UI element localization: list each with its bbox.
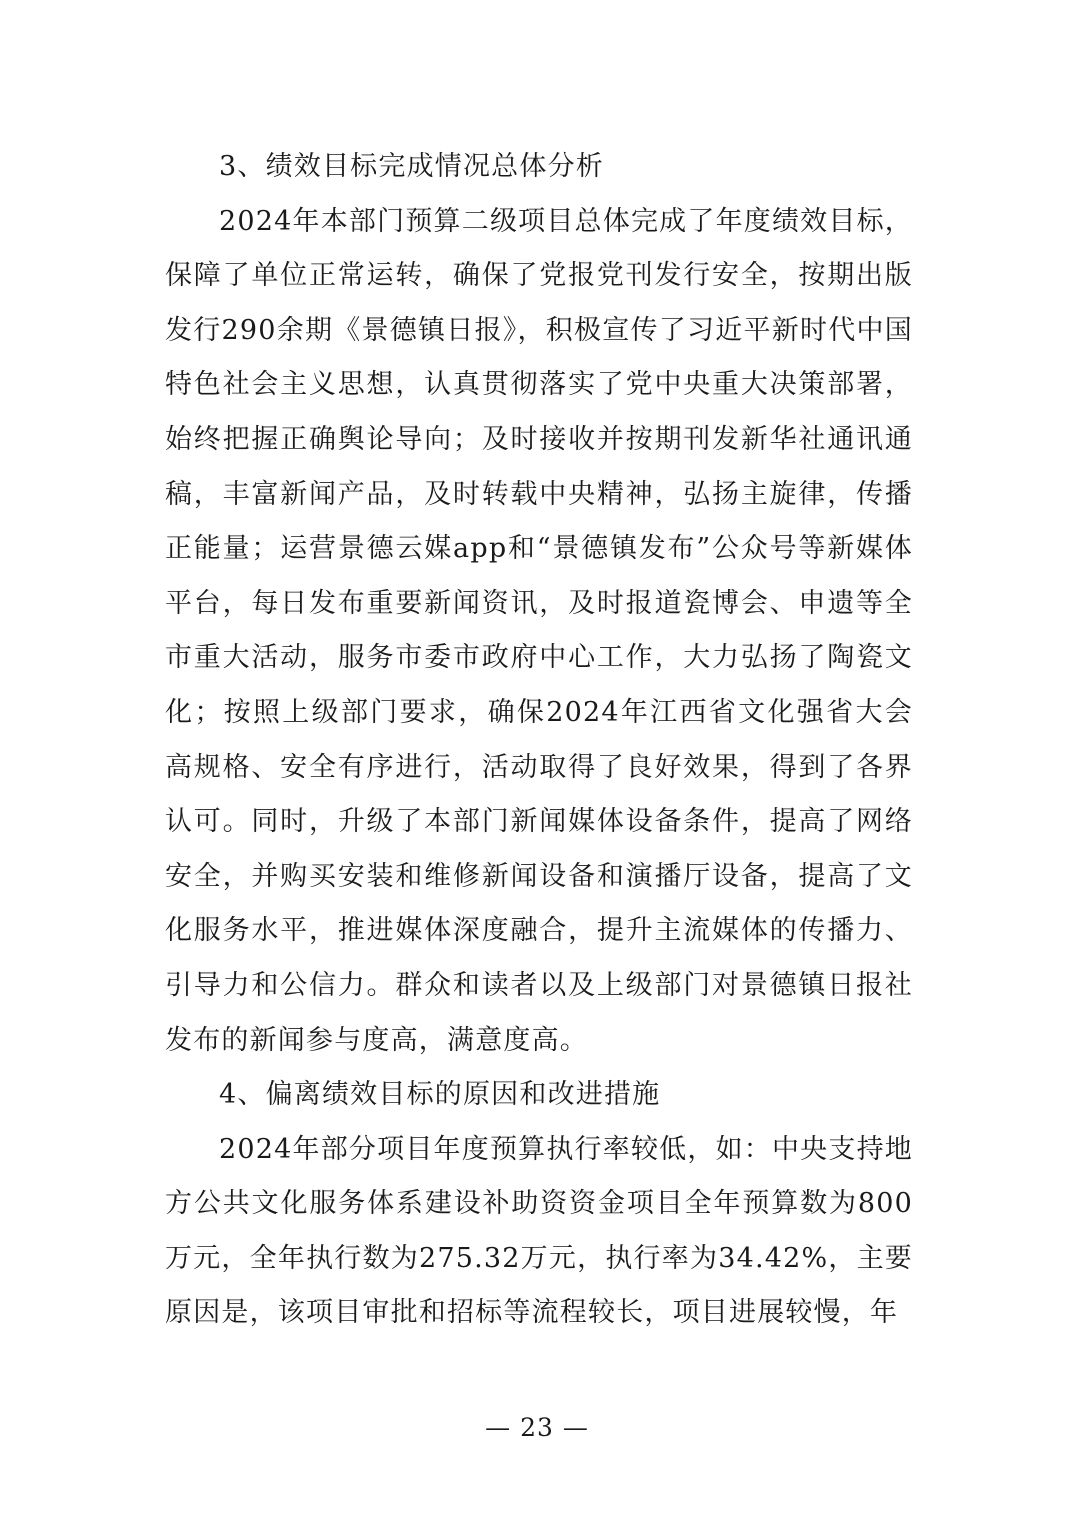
document-body [165,140,913,1341]
body-paragraph-1: 2024年本部门预算二级项目总体完成了年度绩效目标，保障了单位正常运转，确保了党报党刊发行安全，按期出版发行290余期《景德镇日报》，积极宣传了习近平新时代中国特色社会主义思想，认真贯彻落实了党中央重大决策部署，始终把握正确舆论导向；及时接收并按期刊发新华社通讯通稿，丰富新闻产品，及时转载中央精神，弘扬主旋律，传播正能量；运营景德云媒app和“景德镇发布”公众号等新媒体平台，每日发布重要新闻资讯，及时报道瓷博会、申遗等全市重大活动，服务市委市政府中心工作，大力弘扬了陶瓷文化；按照上级部门要求，确保2024年江西省文化强省大会高规格、安全有序进行，活动取得了良好效果，得到了各界认可。同时，升级了本部门新闻媒体设备条件，提高了网络安全，并购买安装和维修新闻设备和演播厅设备，提高了文化服务水平，推进媒体深度融合，提升主流媒体的传播力、引导力和公信力。群众和读者以及上级部门对景德镇日报社发布的新闻参与度高，满意度高。 [165,205,913,1056]
section-heading-4: 4、偏离绩效目标的原因和改进措施 [219,1079,661,1111]
section-heading-3: 3、绩效目标完成情况总体分析 [219,151,604,182]
body-paragraph-2: 2024年部分项目年度预算执行率较低，如：中央支持地方公共文化服务体系建设补助资资金项目全年预算数为800万元，全年执行数为275.32万元，执行率为34.42%，主要原因是，该项目审批和招标等流程较长，项目进展较慢，年 [165,1133,913,1329]
page-number: — 23 — [485,1413,589,1442]
